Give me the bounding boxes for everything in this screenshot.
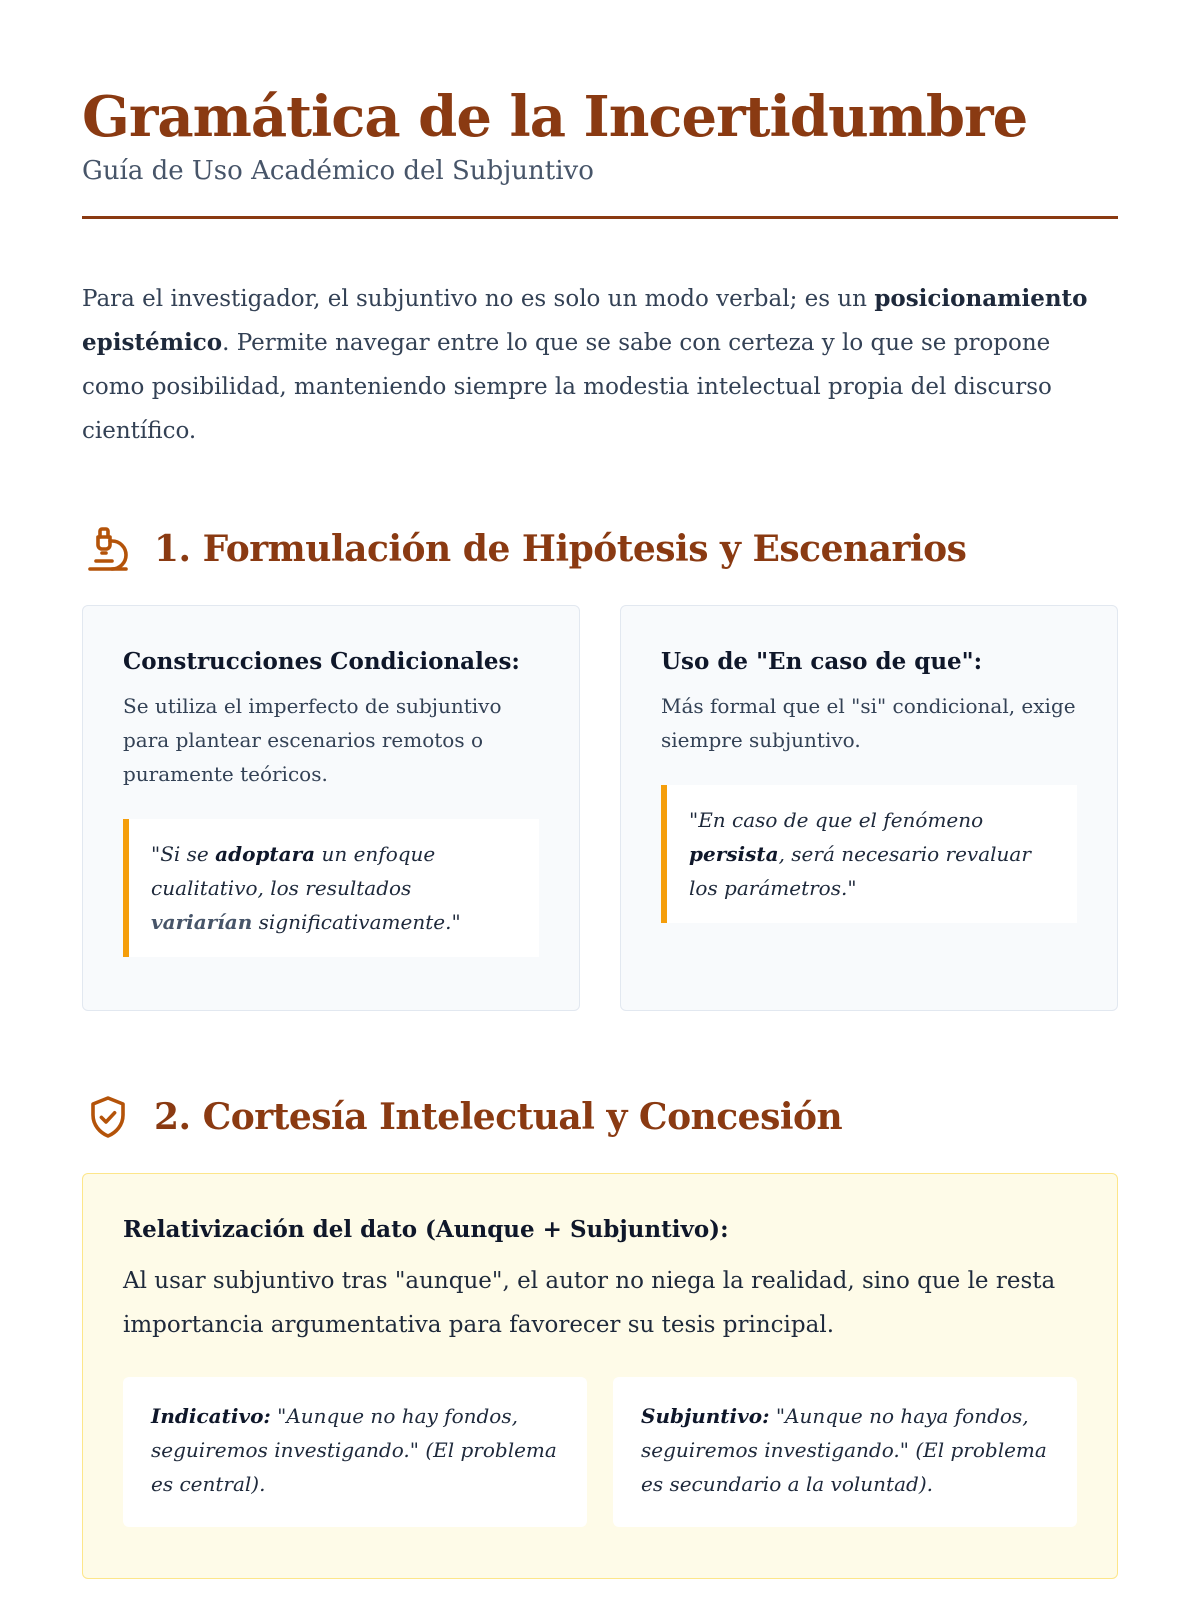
section-1-header — [82, 523, 1118, 575]
section-2-header — [82, 1091, 1118, 1143]
card-title: Uso de "En caso de que": — [661, 648, 983, 675]
intro-text-1: Para el investigador, el subjuntivo no es solo un modo verbal; es un — [82, 286, 875, 312]
quote-highlight: persista — [689, 842, 779, 866]
quote-text: "Si se — [151, 842, 216, 866]
header-divider — [82, 216, 1118, 219]
card-title: Construcciones Condicionales: — [123, 648, 520, 675]
quote-text: , será necesario revaluar los parámetros." — [689, 842, 1031, 900]
example-text: "Aunque no haya fondos, seguiremos investigando." (El problema es secundario a la voluntad). — [641, 1404, 1047, 1496]
card-en-caso-de-que — [620, 605, 1118, 1011]
example-quote — [123, 819, 539, 957]
intro-paragraph — [82, 277, 1118, 453]
panel-text: Al usar subjuntivo tras "aunque", el autor no niega la realidad, sino que le resta importancia argumentativa para favorecer su tesis principal. — [123, 1268, 1056, 1338]
example-subjuntivo — [613, 1377, 1077, 1527]
quote-text: "En caso de que el fenómeno — [689, 808, 984, 832]
card-text: Más formal que el "si" condicional, exige siempre subjuntivo. — [661, 694, 1076, 752]
example-label: Indicativo: — [151, 1404, 271, 1428]
quote-text: significativamente." — [252, 910, 461, 934]
concession-panel — [82, 1173, 1118, 1579]
card-text: Se utiliza el imperfecto de subjuntivo para plantear escenarios remotos o puramente teóricos. — [123, 694, 502, 786]
page-subtitle: Guía de Uso Académico del Subjuntivo — [82, 156, 594, 186]
shield-check-icon — [82, 1091, 134, 1143]
quote-highlight: variarían — [151, 910, 253, 934]
section-1-cards — [82, 605, 1118, 1011]
card-conditional — [82, 605, 580, 1011]
microscope-icon — [82, 523, 134, 575]
intro-text-2: . Permite navegar entre lo que se sabe con certeza y lo que se propone como posibilidad, manteniendo siempre la modestia intelectual propia del discurso científico. — [82, 330, 1052, 444]
intro-bold: posicionamiento epistémico — [82, 285, 1088, 356]
section-2-title: 2. Cortesía Intelectual y Concesión — [154, 1096, 843, 1138]
panel-title: Relativización del dato (Aunque + Subjuntivo): — [123, 1216, 729, 1243]
example-label: Subjuntivo: — [641, 1404, 770, 1428]
example-text: "Aunque no hay fondos, seguiremos investigando." (El problema es central). — [151, 1404, 557, 1496]
header — [82, 0, 1118, 219]
section-1-title: 1. Formulación de Hipótesis y Escenarios — [154, 528, 967, 570]
page-title: Gramática de la Incertidumbre — [82, 84, 1028, 150]
examples-row — [123, 1377, 1077, 1527]
example-quote — [661, 785, 1077, 923]
quote-highlight: adoptara — [215, 842, 316, 866]
example-indicativo — [123, 1377, 587, 1527]
quote-text: un enfoque cualitativo, los resultados — [151, 842, 436, 900]
